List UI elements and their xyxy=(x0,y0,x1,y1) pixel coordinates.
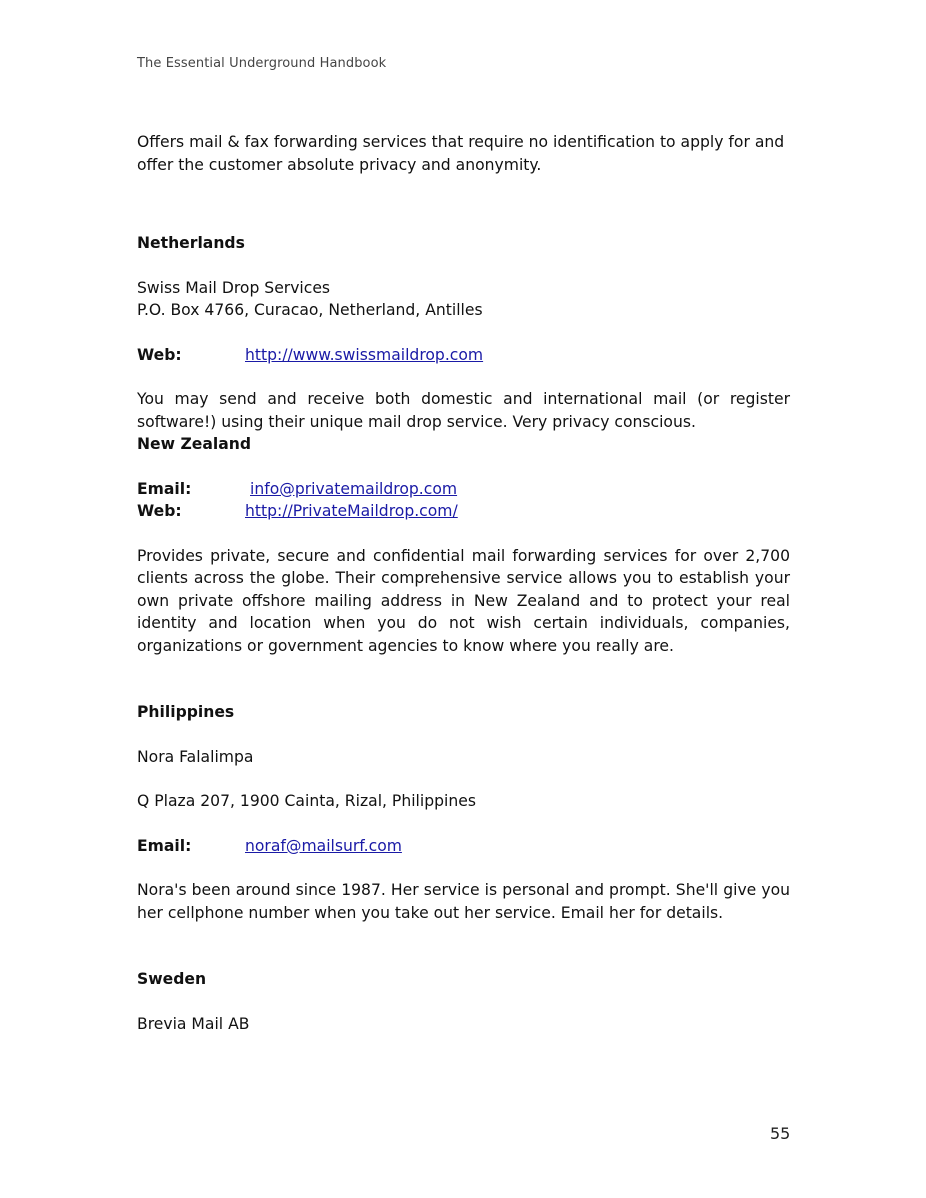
page-header: The Essential Underground Handbook xyxy=(137,56,387,71)
philippines-email-link[interactable]: noraf@mailsurf.com xyxy=(245,836,402,855)
section-heading-netherlands: Netherlands xyxy=(137,234,245,252)
page-number: 55 xyxy=(770,1124,791,1143)
sweden-company: Brevia Mail AB xyxy=(137,1014,250,1033)
new-zealand-web-row xyxy=(137,500,790,523)
web-label: Web: xyxy=(137,345,182,364)
new-zealand-email-link[interactable]: info@privatemaildrop.com xyxy=(250,479,458,498)
section-heading-sweden: Sweden xyxy=(137,970,207,988)
new-zealand-description: Provides private, secure and confidential mail forwarding services for over 2,700 clients across the globe. Their comprehensive service allows you to establish your own private offshore mailing address in New Zealand and to protect your real identity and location when you do not wish certain individuals, companies, organizations or government agencies to know where you really are. xyxy=(137,546,790,655)
netherlands-web-row xyxy=(137,344,790,367)
philippines-description: Nora's been around since 1987. Her service is personal and prompt. She'll give you her cellphone number when you take out her service. Email her for details. xyxy=(137,881,790,922)
intro-paragraph: Offers mail & fax forwarding services that require no identification to apply for and offer the customer absolute privacy and anonymity. xyxy=(137,133,785,174)
philippines-name: Nora Falalimpa xyxy=(137,747,254,766)
page-content xyxy=(137,131,790,1035)
netherlands-description: You may send and receive both domestic and international mail (or register software!) using their unique mail drop service. Very privacy conscious. xyxy=(137,390,790,431)
web-label: Web: xyxy=(137,502,182,520)
new-zealand-email-row xyxy=(137,478,790,501)
section-heading-new-zealand: New Zealand xyxy=(137,435,251,453)
netherlands-web-link[interactable]: http://www.swissmaildrop.com xyxy=(245,345,484,364)
new-zealand-web-link[interactable]: http://PrivateMaildrop.com/ xyxy=(245,502,458,520)
netherlands-company: Swiss Mail Drop Services xyxy=(137,278,331,297)
netherlands-address: P.O. Box 4766, Curacao, Netherland, Antilles xyxy=(137,301,483,319)
email-label: Email: xyxy=(137,479,192,498)
philippines-email-row xyxy=(137,835,790,858)
section-heading-philippines: Philippines xyxy=(137,703,235,721)
philippines-address: Q Plaza 207, 1900 Cainta, Rizal, Philippines xyxy=(137,792,476,810)
email-label: Email: xyxy=(137,836,192,855)
